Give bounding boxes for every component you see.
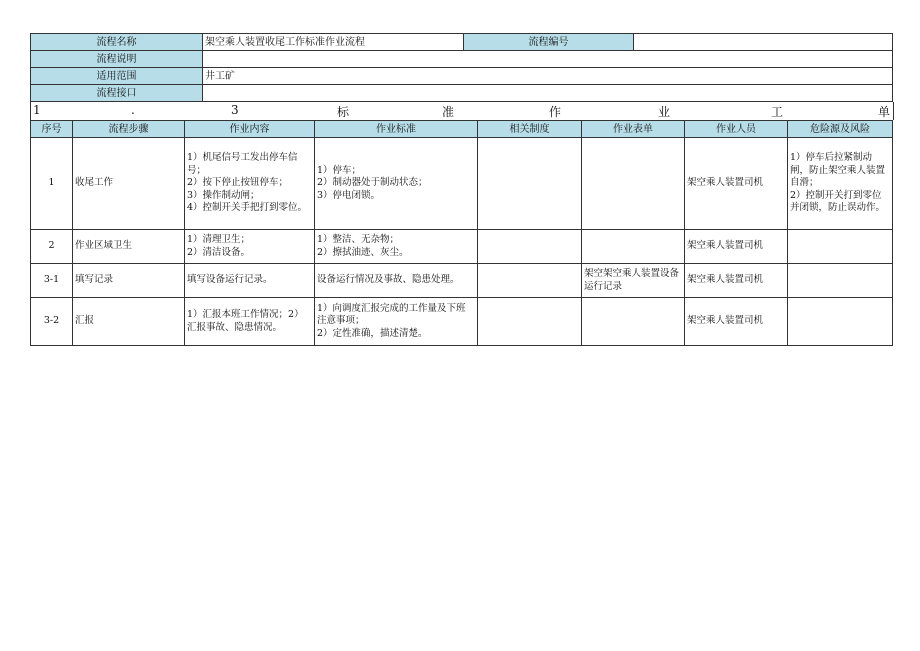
cell-standard: 1）停车； 2）制动器处于制动状态； 3）停电闭锁。: [315, 138, 478, 230]
cell-policy: [478, 298, 582, 346]
col-header-content: 作业内容: [185, 121, 315, 138]
title-char: 标: [337, 105, 350, 119]
col-header-policy: 相关制度: [478, 121, 582, 138]
table-row: [31, 298, 893, 346]
cell-risk: 1）停车后拉紧制动闸，防止架空乘人装置自滑； 2）控制开关打到零位并闭锁，防止误动作。: [788, 138, 893, 230]
col-header-form: 作业表单: [582, 121, 685, 138]
cell-staff: 架空乘人装置司机: [685, 230, 788, 264]
cell-step: 汇报: [73, 298, 185, 346]
cell-step: 作业区域卫生: [73, 230, 185, 264]
cell-form: 架空架空乘人装置设备运行记录: [582, 264, 685, 298]
table-header-row: [31, 121, 893, 138]
process-desc-label: 流程说明: [31, 51, 203, 68]
process-info-table: [30, 33, 893, 102]
cell-staff: 架空乘人装置司机: [685, 138, 788, 230]
cell-content: 1）汇报本班工作情况；2）汇报事故、隐患情况。: [185, 298, 315, 346]
process-desc-value: [203, 51, 893, 68]
cell-seq: 3-1: [31, 264, 73, 298]
cell-seq: 2: [31, 230, 73, 264]
cell-step: 填写记录: [73, 264, 185, 298]
title-char: 单: [878, 105, 891, 119]
process-code-value: [634, 34, 893, 51]
cell-seq: 3-2: [31, 298, 73, 346]
table-row: [31, 230, 893, 264]
process-sheet: [30, 33, 892, 346]
cell-step: 收尾工作: [73, 138, 185, 230]
cell-content: 1）机尾信号工发出停车信号； 2）按下停止按钮停车； 3）操作制动闸； 4）控制开关手把打到零位。: [185, 138, 315, 230]
info-row-interface: [31, 85, 893, 102]
process-name-value: 架空乘人装置收尾工作标准作业流程: [203, 34, 464, 51]
cell-standard: 1）整洁、无杂物； 2）擦拭油迹、灰尘。: [315, 230, 478, 264]
scope-value: 井工矿: [203, 68, 893, 85]
interface-value: [203, 85, 893, 102]
process-name-label: 流程名称: [31, 34, 203, 51]
interface-label: 流程接口: [31, 85, 203, 102]
cell-form: [582, 230, 685, 264]
info-row-desc: [31, 51, 893, 68]
cell-standard: 1）向调度汇报完成的工作量及下班注意事项； 2）定性准确，描述清楚。: [315, 298, 478, 346]
info-row-scope: [31, 68, 893, 85]
title-char: 作: [549, 105, 562, 119]
cell-form: [582, 298, 685, 346]
cell-policy: [478, 264, 582, 298]
title-char: 准: [442, 105, 455, 119]
title-char: .: [131, 103, 135, 117]
process-code-label: 流程编号: [464, 34, 634, 51]
col-header-seq: 序号: [31, 121, 73, 138]
title-char: 业: [658, 105, 671, 119]
cell-content: 填写设备运行记录。: [185, 264, 315, 298]
cell-form: [582, 138, 685, 230]
cell-risk: [788, 230, 893, 264]
col-header-standard: 作业标准: [315, 121, 478, 138]
title-char: 工: [771, 105, 784, 119]
info-row-name: [31, 34, 893, 51]
scope-label: 适用范围: [31, 68, 203, 85]
cell-risk: [788, 264, 893, 298]
table-row: [31, 138, 893, 230]
cell-policy: [478, 138, 582, 230]
cell-risk: [788, 298, 893, 346]
cell-policy: [478, 230, 582, 264]
cell-content: 1）清理卫生； 2）清洁设备。: [185, 230, 315, 264]
section-title: [30, 102, 894, 120]
title-char: 1: [33, 103, 41, 117]
table-row: [31, 264, 893, 298]
cell-staff: 架空乘人装置司机: [685, 264, 788, 298]
col-header-staff: 作业人员: [685, 121, 788, 138]
title-char: 3: [231, 103, 239, 117]
col-header-risk: 危险源及风险: [788, 121, 893, 138]
col-header-step: 流程步骤: [73, 121, 185, 138]
cell-staff: 架空乘人装置司机: [685, 298, 788, 346]
cell-seq: 1: [31, 138, 73, 230]
cell-standard: 设备运行情况及事故、隐患处理。: [315, 264, 478, 298]
work-order-table: [30, 120, 893, 346]
